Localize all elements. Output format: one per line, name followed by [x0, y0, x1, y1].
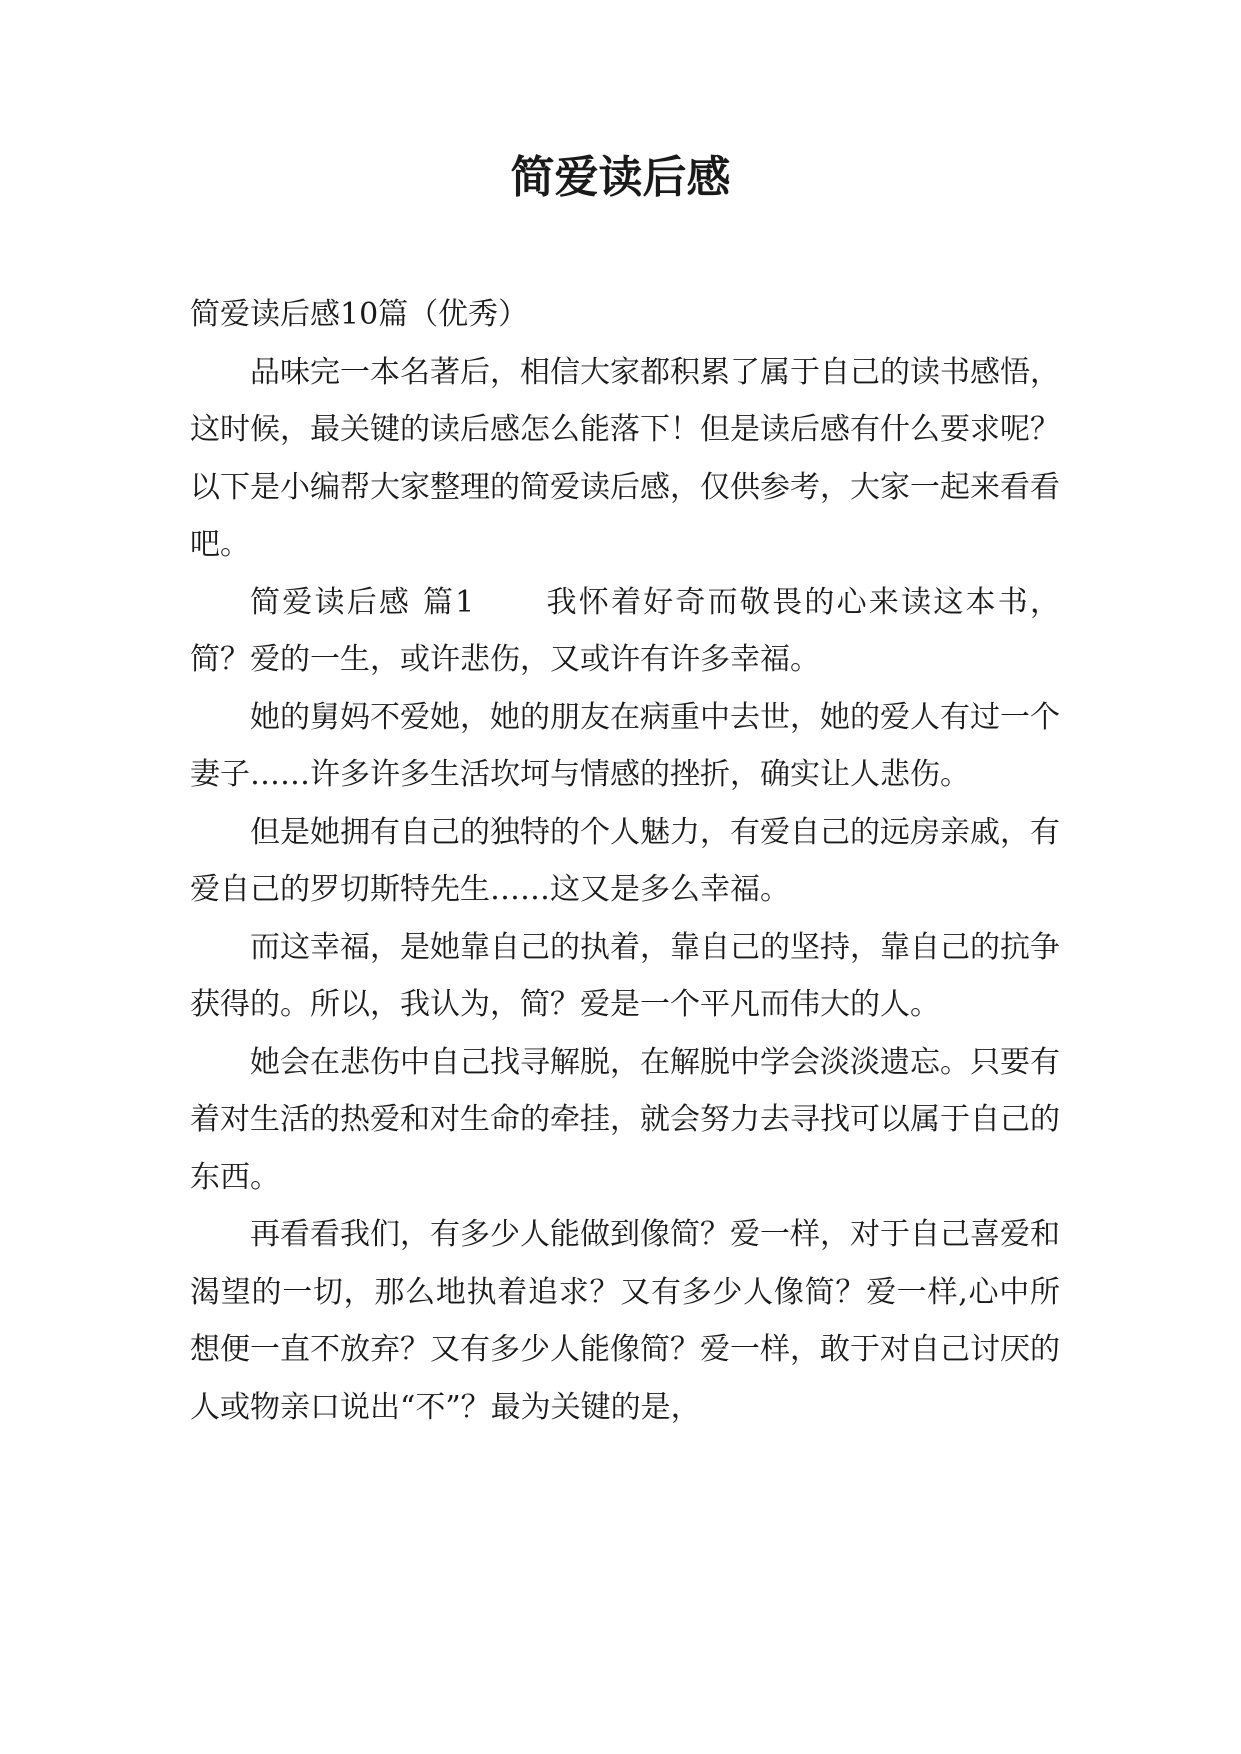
document-body [190, 286, 1060, 1436]
body-paragraph: 而这幸福，是她靠自己的执着，靠自己的坚持，靠自己的抗争获得的。所以，我认为，简？爱是一个平凡而伟大的人。 [190, 929, 1060, 1022]
document-subtitle: 简爱读后感10篇（优秀） [190, 297, 529, 332]
body-paragraph: 她会在悲伤中自己找寻解脱，在解脱中学会淡淡遗忘。只要有着对生活的热爱和对生命的牵挂，就会努力去寻找可以属于自己的东西。 [190, 1044, 1060, 1195]
body-paragraph: 但是她拥有自己的独特的个人魅力，有爱自己的远房亲戚，有爱自己的罗切斯特先生……这又是多么幸福。 [190, 814, 1060, 907]
body-paragraph: 她的舅妈不爱她，她的朋友在病重中去世，她的爱人有过一个妻子……许多许多生活坎坷与情感的挫折，确实让人悲伤。 [190, 699, 1060, 792]
intro-paragraph: 品味完一本名著后，相信大家都积累了属于自己的读书感悟，这时候，最关键的读后感怎么能落下！但是读后感有什么要求呢？以下是小编帮大家整理的简爱读后感，仅供参考，大家一起来看看吧。 [190, 354, 1060, 562]
section-heading: 简爱读后感 篇1 [250, 584, 475, 620]
body-paragraph: 再看看我们，有多少人能做到像简？爱一样，对于自己喜爱和渴望的一切，那么地执着追求？又有多少人像简？爱一样,心中所想便一直不放弃？又有多少人能像简？爱一样，敢于对自己讨厌的人或物亲口说出“不”？最为关键的是， [190, 1217, 1060, 1425]
document-title: 简爱读后感 [510, 152, 731, 203]
section-paragraph [190, 574, 1060, 689]
section-first-text: 我怀着好奇而敬畏的心来读这本书，简？爱的一生，或许悲伤，又或许有许多幸福。 [190, 584, 1061, 677]
